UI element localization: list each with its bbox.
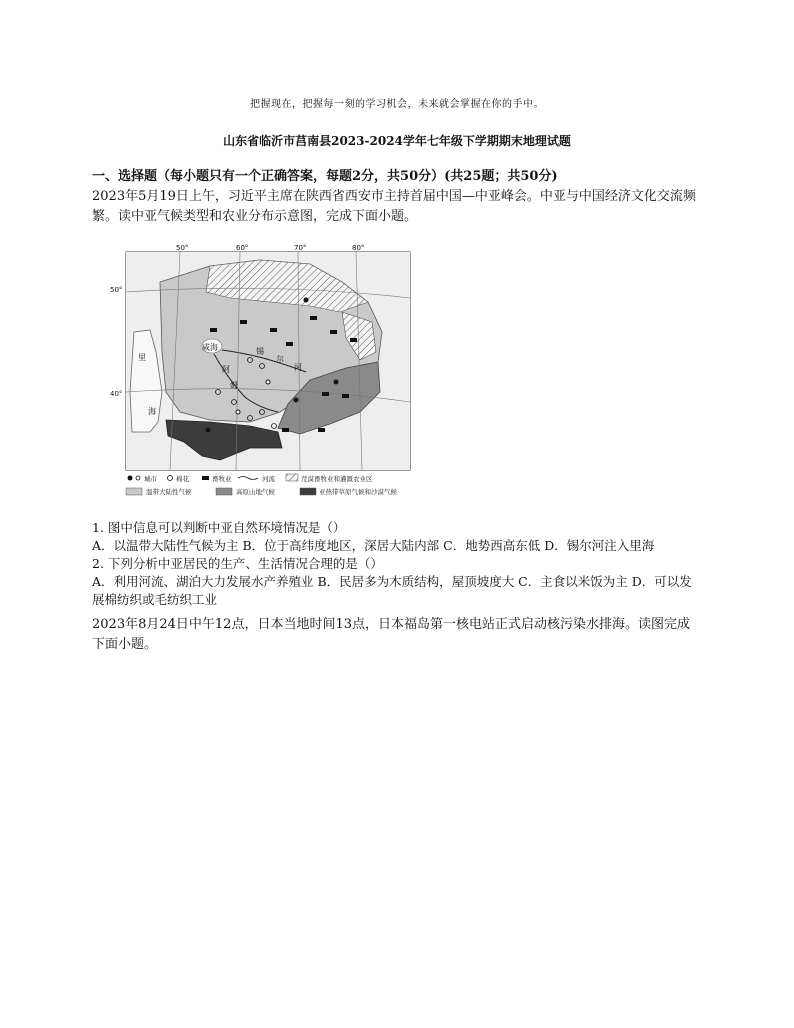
syr-label-1: 锡 bbox=[256, 347, 264, 356]
lat-label-40: 40° bbox=[110, 390, 123, 398]
legend-livestock-icon bbox=[202, 476, 209, 480]
legend-river-label: 河流 bbox=[262, 475, 275, 483]
question-1-stem: 1. 图中信息可以判断中亚自然环境情况是（） bbox=[92, 520, 346, 535]
legend-river-icon bbox=[238, 477, 258, 480]
caspian-label-1: 里 bbox=[138, 353, 146, 362]
legend-subtropical-swatch bbox=[300, 488, 316, 495]
legend-desert-swatch bbox=[286, 474, 298, 481]
exam-title: 山东省临沂市莒南县2023-2024学年七年级下学期期末地理试题 bbox=[223, 134, 571, 148]
city-icon bbox=[304, 298, 309, 303]
legend-highland-label: 高原山地气候 bbox=[236, 488, 275, 496]
lon-label-50: 50° bbox=[176, 244, 189, 252]
legend-desert-label: 荒漠畜牧业和灌溉农业区 bbox=[301, 475, 373, 483]
question-2-options: A．利用河流、湖泊大力发展水产养殖业 B．民居多为木质结构，屋顶坡度大 C．主食以米饭为主 D．可以发展棉纺织或毛纺织工业 bbox=[92, 574, 692, 607]
amu-label-2: 姆 bbox=[230, 381, 238, 390]
legend-cotton-label: 棉花 bbox=[176, 475, 189, 483]
intro-paragraph: 2023年5月19日上午，习近平主席在陕西省西安市主持首届中国—中亚峰会。中亚与中国经济文化交流频繁。读中亚气候类型和农业分布示意图，完成下面小题。 bbox=[92, 189, 696, 224]
question-1-options: A．以温带大陆性气候为主 B．位于高纬度地区，深居大陆内部 C．地势西高东低 D．锡尔河注入里海 bbox=[92, 538, 655, 553]
motto-header: 把握现在，把握每一刻的学习机会，未来就会掌握在你的手中。 bbox=[250, 99, 544, 110]
map-legend bbox=[126, 474, 398, 496]
city-icon bbox=[206, 428, 211, 433]
section-heading: 一、选择题（每小题只有一个正确答案，每题2分，共50分）(共25题；共50分) bbox=[92, 169, 558, 184]
legend-temperate-label: 温带大陆性气候 bbox=[146, 488, 192, 496]
question-2-stem: 2. 下列分析中亚居民的生产、生活情况合理的是（） bbox=[92, 556, 383, 571]
livestock-icon bbox=[210, 328, 217, 332]
legend-city-label: 城市 bbox=[144, 475, 157, 483]
city-icon bbox=[334, 380, 339, 385]
legend-temperate-swatch bbox=[126, 488, 142, 495]
legend-cotton-icon bbox=[168, 476, 173, 481]
intro-paragraph-2: 2023年8月24日中午12点，日本当地时间13点，日本福岛第一核电站正式启动核污染水排海。读图完成下面小题。 bbox=[92, 617, 690, 652]
syr-label-2: 尔 bbox=[276, 355, 284, 364]
lon-label-80: 80° bbox=[352, 244, 365, 252]
legend-highland-swatch bbox=[216, 488, 232, 495]
lon-label-70: 70° bbox=[294, 244, 307, 252]
lon-label-60: 60° bbox=[236, 244, 249, 252]
syr-label-3: 河 bbox=[294, 363, 302, 372]
legend-city-icon bbox=[128, 476, 133, 481]
aral-sea-label: 咸海 bbox=[202, 343, 218, 352]
lat-label-50: 50° bbox=[110, 286, 123, 294]
central-asia-map bbox=[110, 242, 420, 504]
legend-subtropical-label: 亚热带草原气候和沙漠气候 bbox=[319, 488, 397, 496]
amu-label-1: 阿 bbox=[222, 365, 230, 374]
caspian-label-2: 海 bbox=[148, 407, 156, 416]
city-icon bbox=[294, 398, 299, 403]
legend-livestock-label: 畜牧业 bbox=[212, 475, 232, 483]
